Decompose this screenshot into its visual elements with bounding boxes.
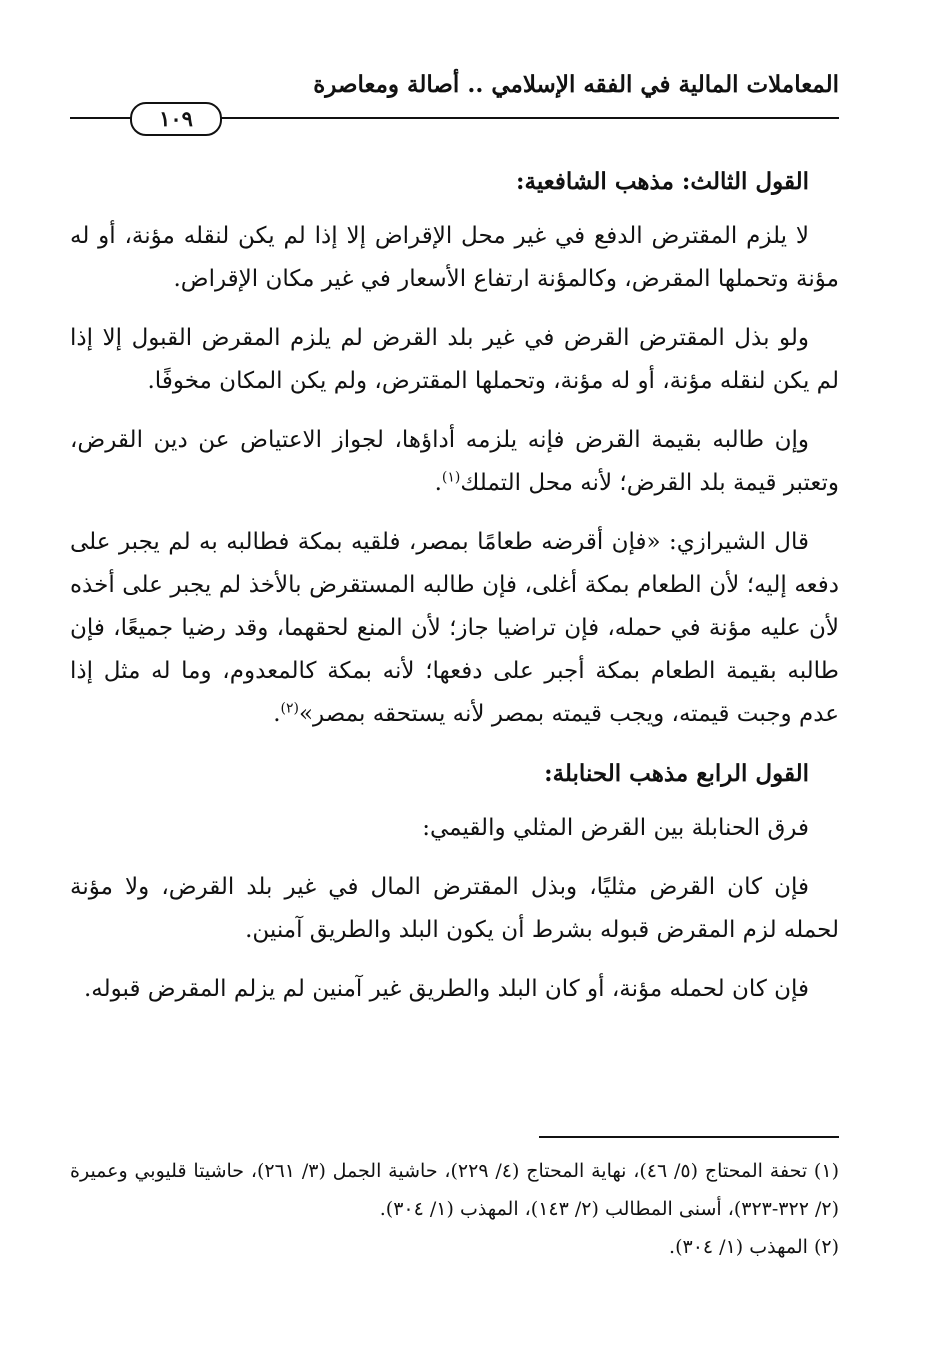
paragraph-quote bbox=[70, 521, 839, 736]
footnote-2: (٢) المهذب (١/ ٣٠٤). bbox=[669, 1236, 839, 1258]
paragraph-end: . bbox=[434, 470, 442, 496]
footnote-rule bbox=[539, 1136, 839, 1138]
paragraph: فإن كان القرض مثليًا، وبذل المقترض المال في غير بلد القرض، ولا مؤنة لحمله لزم المقرض قبوله بشرط أن يكون البلد والطريق آمنين. bbox=[70, 874, 839, 943]
paragraph-text: قال الشيرازي: «فإن أقرضه طعامًا بمصر، فلقيه بمكة فطالبه به لم يجبر على دفعه إليه؛ لأن الطعام بمكة أغلى، فإن طالبه المستقرض بالأخذ لم يجبر على أخذه لأن عليه مؤنة في حمله، فإن تراضيا جاز؛ لأن المنع لحقهما، وقد رضيا جميعًا، فإن طالبه بقيمة الطعام بمكة أجبر على دفعها؛ لأنه بمكة كالمعدوم، وما له مثل إذا عدم وجبت قيمته، ويجب قيمته بمصر لأنه يستحقه بمصر» bbox=[70, 529, 839, 727]
paragraph-text: وإن طالبه بقيمة القرض فإنه يلزمه أداؤها، لجواز الاعتياض عن دين القرض، وتعتبر قيمة بلد القرض؛ لأنه محل التملك bbox=[70, 427, 839, 496]
paragraph: ولو بذل المقترض القرض في غير بلد القرض لم يلزم المقرض القبول إلا إذا لم يكن لنقله مؤنة، أو له مؤنة، وتحملها المقترض، ولم يكن المكان مخوفًا. bbox=[70, 325, 839, 394]
running-title: المعاملات المالية في الفقه الإسلامي .. أصالة ومعاصرة bbox=[313, 71, 839, 98]
paragraph bbox=[70, 419, 839, 505]
paragraph: لا يلزم المقترض الدفع في غير محل الإقراض إلا إذا لم يكن لنقله مؤنة، أو له مؤنة وتحملها المقرض، وكالمؤنة ارتفاع الأسعار في غير مكان الإقراض. bbox=[70, 223, 839, 292]
footnote-marker-1[interactable]: (١) bbox=[441, 469, 461, 486]
paragraph: فرق الحنابلة بين القرض المثلي والقيمي: bbox=[422, 815, 809, 841]
footnote-marker-2[interactable]: (٢) bbox=[280, 700, 299, 717]
footnotes bbox=[70, 1152, 839, 1266]
page-number: ١٠٩ bbox=[130, 102, 222, 136]
paragraph: فإن كان لحمله مؤنة، أو كان البلد والطريق غير آمنين لم يزلم المقرض قبوله. bbox=[83, 976, 809, 1002]
footnote-1: (١) تحفة المحتاج (٥/ ٤٦)، نهاية المحتاج (٤/ ٢٢٩)، حاشية الجمل (٣/ ٢٦١)، حاشيتا قليوبي وعميرة (٢/ ٣٢٢-٣٢٣)، أسنى المطالب (٢/ ١٤٣)، المهذب (١/ ٣٠٤). bbox=[70, 1160, 839, 1220]
section-heading-shafii: القول الثالث: مذهب الشافعية: bbox=[516, 168, 809, 195]
section-heading-hanbali: القول الرابع مذهب الحنابلة: bbox=[544, 760, 809, 787]
main-text bbox=[70, 160, 839, 1027]
paragraph-end: . bbox=[273, 701, 281, 727]
